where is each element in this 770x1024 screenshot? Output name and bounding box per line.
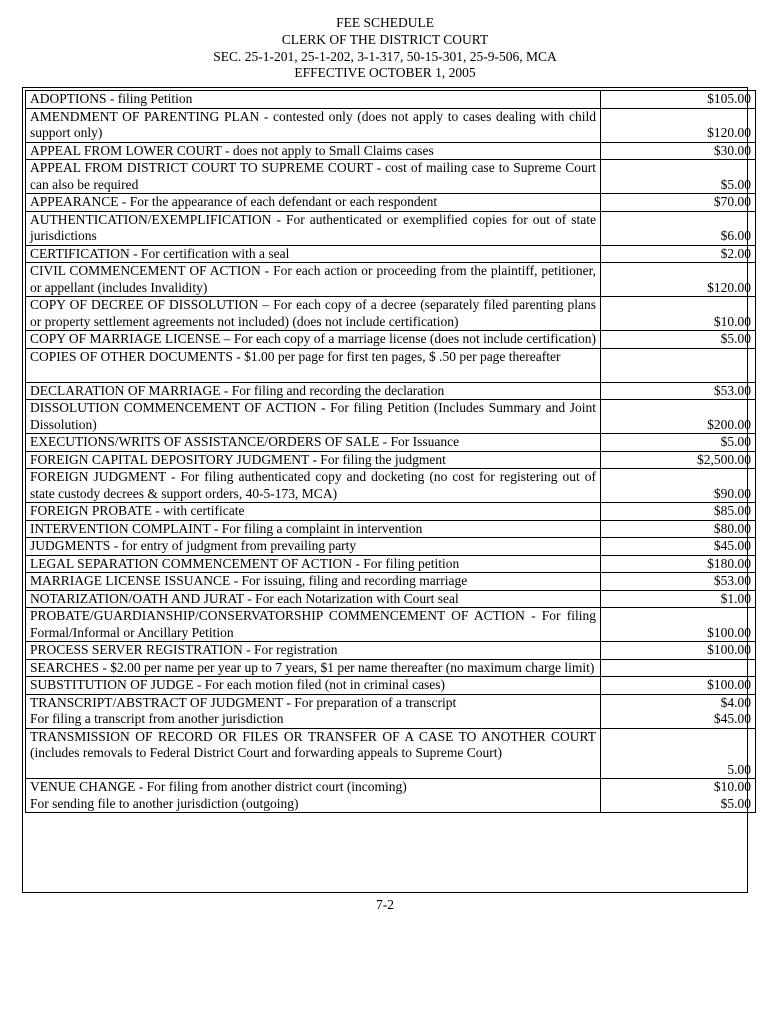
fee-amount <box>601 469 756 503</box>
fee-amount-value: $10.00 <box>713 313 751 329</box>
fee-row <box>26 520 756 538</box>
header-subtitle: CLERK OF THE DISTRICT COURT <box>281 31 489 47</box>
fee-description-line: APPEARANCE - For the appearance of each defendant or each respondent <box>30 194 438 209</box>
fee-amount-value: $45.00 <box>713 711 751 726</box>
fee-amount-value: $45.00 <box>713 538 751 553</box>
fee-amount-value: $1.00 <box>720 590 751 606</box>
fee-row <box>26 642 756 660</box>
fee-amount <box>601 659 756 677</box>
fee-row <box>26 694 756 728</box>
fee-amount-value: $30.00 <box>713 142 751 158</box>
fee-description <box>26 382 601 400</box>
fee-row <box>26 245 756 263</box>
fee-amount <box>601 263 756 297</box>
fee-description-line: NOTARIZATION/OATH AND JURAT - For each Notarization with Court seal <box>30 590 459 606</box>
fee-description-line: EXECUTIONS/WRITS OF ASSISTANCE/ORDERS OF SALE - For Issuance <box>30 434 460 449</box>
fee-row <box>26 382 756 400</box>
fee-row <box>26 211 756 245</box>
fee-row <box>26 538 756 556</box>
fee-description <box>26 573 601 591</box>
fee-amount-value: $90.00 <box>713 485 751 501</box>
fee-amount-value: $100.00 <box>707 677 751 692</box>
fee-amount-value: $2,500.00 <box>697 451 751 467</box>
fee-description <box>26 469 601 503</box>
fee-table-frame <box>22 87 751 893</box>
fee-description <box>26 642 601 660</box>
fee-amount-value: $5.00 <box>720 176 751 192</box>
fee-row <box>26 263 756 297</box>
fee-amount <box>601 779 756 813</box>
fee-amount-value: $85.00 <box>713 503 751 518</box>
fee-amount <box>601 91 756 109</box>
fee-amount <box>601 694 756 728</box>
fee-amount <box>601 160 756 194</box>
fee-description <box>26 503 601 521</box>
fee-amount <box>601 400 756 434</box>
fee-amount-value: $120.00 <box>707 279 751 295</box>
fee-description-line: FOREIGN CAPITAL DEPOSITORY JUDGMENT - For filing the judgment <box>30 451 446 467</box>
fee-description <box>26 400 601 434</box>
fee-description-line: DISSOLUTION COMMENCEMENT OF ACTION - For filing Petition (Includes Summary and Joint Dissolution) <box>30 400 596 432</box>
fee-amount <box>601 503 756 521</box>
fee-description-line: FOREIGN PROBATE - with certificate <box>30 503 245 518</box>
fee-amount-value: $5.00 <box>720 434 751 449</box>
fee-amount <box>601 520 756 538</box>
fee-amount-value: $120.00 <box>707 125 751 140</box>
fee-amount-value: $5.00 <box>720 331 751 346</box>
fee-amount-value: $4.00 <box>720 694 751 710</box>
fee-amount <box>601 331 756 349</box>
fee-amount <box>601 297 756 331</box>
fee-table-body <box>26 91 756 813</box>
fee-amount-value: $2.00 <box>720 245 751 261</box>
fee-amount <box>601 608 756 642</box>
fee-description-line: TRANSMISSION OF RECORD OR FILES OR TRANSFER OF A CASE TO ANOTHER COURT (includes removals to Federal District Court and forwarding appeals to Supreme Court) <box>30 728 596 760</box>
fee-row <box>26 573 756 591</box>
fee-row <box>26 434 756 452</box>
fee-description-line: MARRIAGE LICENSE ISSUANCE - For issuing, filing and recording marriage <box>30 573 468 588</box>
fee-description <box>26 348 601 382</box>
fee-description <box>26 520 601 538</box>
fee-amount <box>601 382 756 400</box>
fee-amount <box>601 538 756 556</box>
fee-description <box>26 659 601 677</box>
fee-amount-value: $200.00 <box>707 416 751 432</box>
fee-description <box>26 779 601 813</box>
fee-amount <box>601 451 756 469</box>
fee-amount <box>601 142 756 160</box>
fee-description <box>26 331 601 349</box>
fee-amount <box>601 728 756 779</box>
fee-description <box>26 142 601 160</box>
fee-row <box>26 503 756 521</box>
fee-row <box>26 348 756 382</box>
page-number: 7-2 <box>376 897 394 912</box>
fee-amount-value: 5.00 <box>727 761 751 777</box>
fee-description-line: SUBSTITUTION OF JUDGE - For each motion filed (not in criminal cases) <box>30 677 446 692</box>
fee-row <box>26 331 756 349</box>
fee-amount <box>601 434 756 452</box>
fee-row <box>26 108 756 142</box>
fee-amount-value: $53.00 <box>713 573 751 588</box>
fee-description <box>26 555 601 573</box>
fee-amount-value: $80.00 <box>713 520 751 536</box>
fee-row <box>26 728 756 779</box>
fee-description-line: COPY OF DECREE OF DISSOLUTION – For each copy of a decree (separately filed parenting plans or property settlement agreements not included) (does not include certification) <box>30 297 596 329</box>
fee-row <box>26 451 756 469</box>
fee-amount <box>601 108 756 142</box>
fee-description-line: APPEAL FROM DISTRICT COURT TO SUPREME COURT - cost of mailing case to Supreme Court can also be required <box>30 160 596 192</box>
document-header <box>0 15 770 82</box>
fee-amount <box>601 194 756 212</box>
fee-description-line: SEARCHES - $2.00 per name per year up to 7 years, $1 per name thereafter (no maximum charge limit) <box>30 659 595 675</box>
fee-table <box>25 90 756 813</box>
fee-description-line: LEGAL SEPARATION COMMENCEMENT OF ACTION - For filing petition <box>30 555 460 571</box>
fee-description <box>26 160 601 194</box>
fee-description-line: TRANSCRIPT/ABSTRACT OF JUDGMENT - For preparation of a transcript <box>30 694 457 710</box>
fee-description-line: AUTHENTICATION/EXEMPLIFICATION - For authenticated or exemplified copies for out of state jurisdictions <box>30 211 596 243</box>
fee-description-line: AMENDMENT OF PARENTING PLAN - contested only (does not apply to cases dealing with child support only) <box>30 108 596 140</box>
fee-description-line: ADOPTIONS - filing Petition <box>30 91 193 106</box>
fee-description-line: DECLARATION OF MARRIAGE - For filing and recording the declaration <box>30 382 445 398</box>
fee-amount <box>601 573 756 591</box>
fee-row <box>26 590 756 608</box>
fee-row <box>26 160 756 194</box>
fee-amount-value: $100.00 <box>707 624 751 640</box>
fee-description <box>26 608 601 642</box>
fee-spacer <box>30 762 596 779</box>
fee-spacer <box>30 365 596 382</box>
fee-amount-value: $70.00 <box>713 194 751 209</box>
fee-amount-value: $180.00 <box>707 555 751 571</box>
fee-amount <box>601 590 756 608</box>
fee-amount <box>601 348 756 382</box>
fee-description-line: PROBATE/GUARDIANSHIP/CONSERVATORSHIP COMMENCEMENT OF ACTION - For filing Formal/Informal or Ancillary Petition <box>30 608 596 640</box>
fee-description-line: PROCESS SERVER REGISTRATION - For registration <box>30 642 338 657</box>
fee-row <box>26 608 756 642</box>
fee-row <box>26 400 756 434</box>
fee-row <box>26 91 756 109</box>
fee-description <box>26 194 601 212</box>
fee-description <box>26 91 601 109</box>
fee-description-line: COPIES OF OTHER DOCUMENTS - $1.00 per page for first ten pages, $ .50 per page thereafter <box>30 348 561 364</box>
fee-amount-value: $10.00 <box>713 779 751 794</box>
fee-description <box>26 451 601 469</box>
fee-amount <box>601 555 756 573</box>
fee-description-line: For filing a transcript from another jurisdiction <box>30 711 284 726</box>
fee-amount-value: $100.00 <box>707 642 751 657</box>
fee-description-line: FOREIGN JUDGMENT - For filing authenticated copy and docketing (no cost for registering out of state custody decrees & support orders, 40-5-173, MCA) <box>30 469 596 501</box>
fee-description <box>26 677 601 695</box>
fee-amount-value: $53.00 <box>713 382 751 398</box>
fee-description <box>26 590 601 608</box>
fee-row <box>26 194 756 212</box>
fee-row <box>26 469 756 503</box>
fee-description <box>26 538 601 556</box>
fee-amount <box>601 642 756 660</box>
fee-description-line: VENUE CHANGE - For filing from another district court (incoming) <box>30 779 407 794</box>
fee-description-line: APPEAL FROM LOWER COURT - does not apply to Small Claims cases <box>30 142 434 158</box>
fee-description <box>26 108 601 142</box>
fee-description-line: INTERVENTION COMPLAINT - For filing a complaint in intervention <box>30 520 423 536</box>
fee-row <box>26 779 756 813</box>
fee-amount-value: $105.00 <box>707 91 751 106</box>
fee-amount-value: $6.00 <box>720 228 751 243</box>
fee-row <box>26 142 756 160</box>
fee-row <box>26 297 756 331</box>
fee-description <box>26 728 601 779</box>
fee-row <box>26 659 756 677</box>
fee-description-line: For sending file to another jurisdiction (outgoing) <box>30 795 299 811</box>
fee-description-line: COPY OF MARRIAGE LICENSE – For each copy of a marriage license (does not include certification) <box>30 331 596 346</box>
fee-description <box>26 434 601 452</box>
fee-row <box>26 677 756 695</box>
fee-row <box>26 555 756 573</box>
fee-description <box>26 297 601 331</box>
fee-description <box>26 694 601 728</box>
fee-description <box>26 211 601 245</box>
fee-amount <box>601 211 756 245</box>
fee-amount <box>601 677 756 695</box>
fee-description-line: CERTIFICATION - For certification with a seal <box>30 245 290 261</box>
header-statutes: SEC. 25-1-201, 25-1-202, 3-1-317, 50-15-301, 25-9-506, MCA <box>213 48 557 64</box>
fee-description-line: CIVIL COMMENCEMENT OF ACTION - For each action or proceeding from the plaintiff, petitioner, or appellant (includes Invalidity) <box>30 263 596 295</box>
fee-description <box>26 245 601 263</box>
fee-amount <box>601 245 756 263</box>
fee-description <box>26 263 601 297</box>
fee-amount-value: $5.00 <box>720 795 751 811</box>
fee-description-line: JUDGMENTS - for entry of judgment from prevailing party <box>30 538 357 553</box>
header-title: FEE SCHEDULE <box>336 15 434 30</box>
header-effective-date: EFFECTIVE OCTOBER 1, 2005 <box>294 65 476 81</box>
